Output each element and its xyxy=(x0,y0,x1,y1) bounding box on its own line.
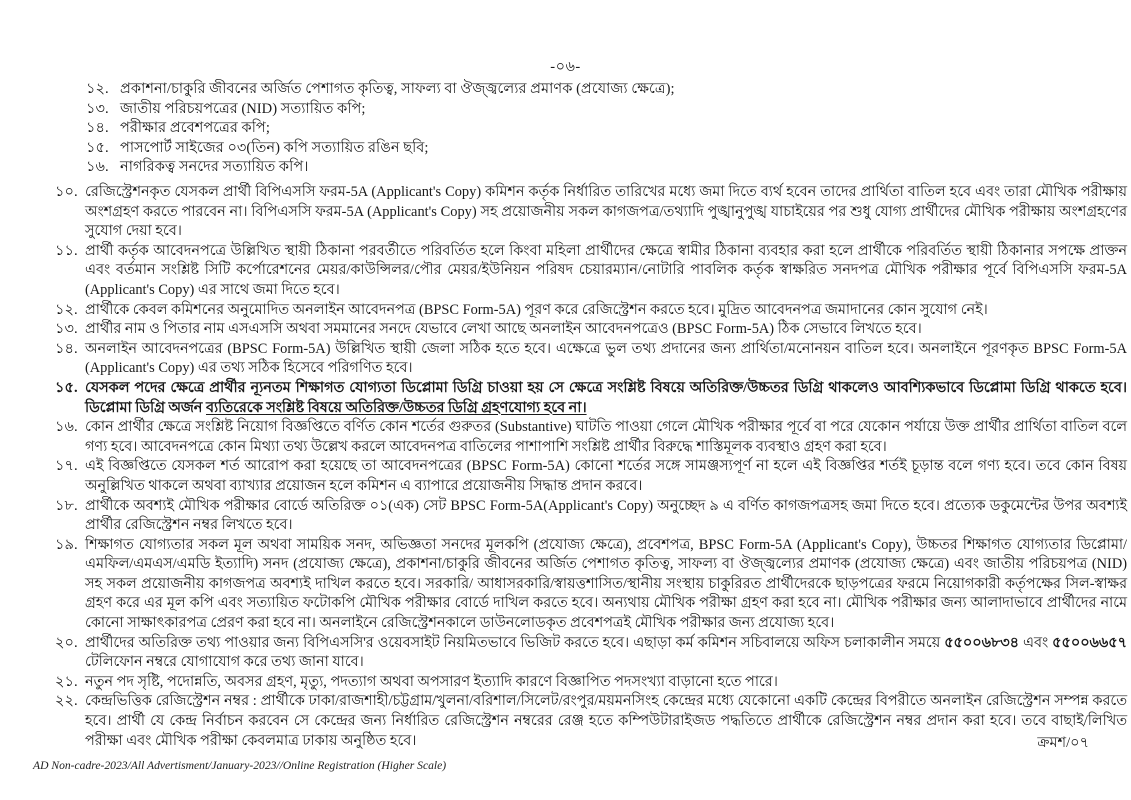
condition-item xyxy=(0,536,1131,634)
attachment-item-text: জাতীয় পরিচয়পত্রের (NID) সত্যায়িত কপি; xyxy=(120,100,366,117)
footer-reference: AD Non-cadre-2023/All Advertisment/January-2023//Online Registration (Higher Scale) xyxy=(33,759,447,772)
attachment-item-text: প্রকাশনা/চাকুরি জীবনের অর্জিত পেশাগত কৃতিত্ব, সাফল্য বা ঔজ্জ্বল্যের প্রমাণক (প্রযোজ্য ক্ষেত্রে); xyxy=(120,81,675,97)
telephone-number-secondary: ৫৫০০৬৬৫৭ xyxy=(1052,634,1127,651)
condition-item-text xyxy=(85,634,1127,673)
attachment-list-item xyxy=(0,139,1131,159)
condition-item-number: ১৩. xyxy=(55,321,78,338)
telephone-number-primary: ৫৫০০৬৮৩৪ xyxy=(944,634,1019,651)
condition-item xyxy=(0,457,1131,496)
condition-item xyxy=(0,301,1131,321)
condition-text-tail: টেলিফোন নম্বরে যোগাযোগ করে তথ্য জানা যাবে। xyxy=(85,654,364,671)
condition-item-text xyxy=(85,379,1127,418)
continuation-marker: ক্রমশ/০৭ xyxy=(1037,735,1089,751)
condition-item xyxy=(0,340,1131,379)
attachment-item-text: পরীক্ষার প্রবেশপত্রের কপি; xyxy=(120,120,270,136)
condition-item-number: ১৭. xyxy=(55,458,78,475)
attachment-item-number: ১৪. xyxy=(86,120,109,136)
condition-item xyxy=(0,692,1131,751)
condition-item-number: ১২. xyxy=(55,301,78,318)
condition-text-lead: যেসকল পদের ক্ষেত্রে প্রার্থীর ন্যূনতম শিক্ষাগত যোগ্যতা ডিপ্লোমা ডিগ্রি চাওয়া হয় সে ক্ষেত্রে সংশ্লিষ্ট বিষয়ে অতিরিক্ত/উচ্চতর ডিগ্রি থাকলেও আবশ্যিকভাবে ডিপ্লোমা ডিগ্রি থাকতে হবে। ডিপ্লোমা ডিগ্রি অর্জন xyxy=(85,379,1127,416)
condition-text-conjunction: এবং xyxy=(1018,634,1053,651)
attachment-list-item xyxy=(0,119,1131,139)
condition-item xyxy=(0,497,1131,536)
attachment-list-item xyxy=(0,100,1131,120)
condition-item-text: শিক্ষাগত যোগ্যতার সকল মূল অথবা সাময়িক সনদ, অভিজ্ঞতা সনদের মূলকপি (প্রযোজ্য ক্ষেত্রে), প্রবেশপত্র, BPSC Form-5A (Applicant's Copy), উচ্চতর শিক্ষাগত যোগ্যতার ডিপ্লোমা/এমফিল/এমএস/এমডি ইত্যাদি) সনদ (প্রযোজ্য ক্ষেত্রে), প্রকাশনা/চাকুরি জীবনের অর্জিত পেশাগত কৃতিত্ব, সাফল্য বা ঔজ্জ্বল্যের প্রমাণক (প্রযোজ্য ক্ষেত্রে) এবং জাতীয় পরিচয়পত্র (NID) সহ সকল প্রয়োজনীয় কাগজপত্র অবশ্যই দাখিল করতে হবে। সরকারি/ আধাসরকারি/স্বায়ত্তশাসিত/স্থানীয় সংস্থায় চাকুরিরত প্রার্থীদেরকে ছাড়পত্রের ফরমে নিয়োগকারী কর্তৃপক্ষের সিল-স্বাক্ষর গ্রহণ করে এর মূল কপি এবং সত্যায়িত ফটোকপি মৌখিক পরীক্ষার বোর্ডে দাখিল করতে হবে। অন্যথায় মৌখিক পরীক্ষা গ্রহণ করা হবে না। মৌখিক পরীক্ষার জন্য আলাদাভাবে প্রার্থীদের নামে কোনো সাক্ষাৎকারপত্র প্রেরণ করা হবে না। অনলাইনে রেজিস্ট্রেশনকালে ডাউনলোডকৃত প্রবেশপত্রই মৌখিক পরীক্ষার জন্য প্রযোজ্য হবে। xyxy=(85,536,1127,632)
conditions-numbered-list xyxy=(0,183,1131,751)
condition-item xyxy=(0,242,1131,301)
condition-item-number: ২২. xyxy=(55,693,78,710)
attachment-item-number: ১২. xyxy=(86,81,109,97)
condition-item-number: ১০. xyxy=(55,184,78,200)
attachment-item-number: ১৫. xyxy=(86,139,109,156)
condition-text-underlined: ব্যতিরেকে সংশ্লিষ্ট বিষয়ে অতিরিক্ত/উচ্চতর ডিগ্রি গ্রহণযোগ্য হবে না। xyxy=(205,399,587,416)
condition-item xyxy=(0,418,1131,457)
page-number: -০৬- xyxy=(550,59,581,75)
condition-item-text: কেন্দ্রভিত্তিক রেজিস্ট্রেশন নম্বর : প্রার্থীকে ঢাকা/রাজশাহী/চট্টগ্রাম/খুলনা/বরিশাল/সিলেট/রংপুর/ময়মনসিংহ কেন্দ্রের মধ্যে যেকোনো একটি কেন্দ্রের বিপরীতে অনলাইন রেজিস্ট্রেশন সম্পন্ন করতে হবে। প্রার্থী যে কেন্দ্র নির্বাচন করবেন সে কেন্দ্রের জন্য নির্ধারিত রেজিস্ট্রেশন নম্বরের রেঞ্জ হতে কম্পিউটারাইজড পদ্ধতিতে প্রার্থীকে রেজিস্ট্রেশন নম্বর প্রদান করা হবে। তবে বাছাই/লিখিত পরীক্ষা এবং মৌখিক পরীক্ষা কেবলমাত্র ঢাকায় অনুষ্ঠিত হবে। xyxy=(85,693,1127,749)
condition-item-number: ১৫. xyxy=(55,379,78,396)
condition-item-number: ১৬. xyxy=(55,419,78,436)
condition-text-lead: প্রার্থীদের অতিরিক্ত তথ্য পাওয়ার জন্য বিপিএসসি'র ওয়েবসাইট নিয়মিতভাবে ভিজিট করতে হবে। এছাড়া কর্ম কমিশন সচিবালয়ে অফিস চলাকালীন সময়ে xyxy=(85,634,945,651)
condition-item-text: প্রার্থীকে কেবল কমিশনের অনুমোদিত অনলাইন আবেদনপত্র (BPSC Form-5A) পূরণ করে রেজিস্ট্রেশন করতে হবে। মুদ্রিত আবেদনপত্র জমাদানের কোন সুযোগ নেই। xyxy=(85,301,988,318)
condition-item-text: প্রার্থীর নাম ও পিতার নাম এসএসসি অথবা সমমানের সনদে যেভাবে লেখা আছে অনলাইন আবেদনপত্রেও (BPSC Form-5A) ঠিক সেভাবে লিখতে হবে। xyxy=(85,321,922,338)
condition-item-number: ২০. xyxy=(55,634,78,651)
condition-item-number: ১৮. xyxy=(55,497,78,514)
condition-item-text: রেজিস্ট্রেশনকৃত যেসকল প্রার্থী বিপিএসসি ফরম-5A (Applicant's Copy) কমিশন কর্তৃক নির্ধারিত তারিখের মধ্যে জমা দিতে ব্যর্থ হবেন তাদের প্রার্থিতা বাতিল হবে এবং তারা মৌখিক পরীক্ষায় অংশগ্রহণ করতে পারবেন না। বিপিএসসি ফরম-5A (Applicant's Copy) সহ প্রয়োজনীয় সকল কাগজপত্র/তথ্যাদি পুঙ্খানুপুঙ্খ যাচাইয়ের পর শুধু যোগ্য প্রার্থীদের মৌখিক পরীক্ষায় অংশগ্রহণের সুযোগ দেয়া হবে। xyxy=(85,184,1127,240)
condition-item xyxy=(0,183,1131,242)
condition-item-number: ১৪. xyxy=(55,340,78,357)
attachment-item-number: ১৩. xyxy=(86,100,109,117)
condition-item-text: অনলাইন আবেদনপত্রের (BPSC Form-5A) উল্লিখিত স্থায়ী জেলা সঠিক হতে হবে। এক্ষেত্রে ভুল তথ্য প্রদানের জন্য প্রার্থিতা/মনোনয়ন বাতিল হবে। অনলাইনে পূরণকৃত BPSC Form-5A (Applicant's Copy) এর তথ্য সঠিক হিসেবে পরিগণিত হবে। xyxy=(85,340,1127,377)
attachment-item-number: ১৬. xyxy=(86,159,109,175)
attachment-list-item xyxy=(0,80,1131,100)
attachment-list-item xyxy=(0,158,1131,178)
condition-item xyxy=(0,673,1131,693)
condition-item-text: নতুন পদ সৃষ্টি, পদোন্নতি, অবসর গ্রহণ, মৃত্যু, পদত্যাগ অথবা অপসারণ ইত্যাদি কারণে বিজ্ঞাপিত পদসংখ্যা বাড়ানো হতে পারে। xyxy=(85,673,778,690)
condition-item-number: ১১. xyxy=(55,242,78,259)
condition-item xyxy=(0,320,1131,340)
condition-item-text: কোন প্রার্থীর ক্ষেত্রে সংশ্লিষ্ট নিয়োগ বিজ্ঞপ্তিতে বর্ণিত কোন শর্তের গুরুতর (Substantive) ঘাটতি পাওয়া গেলে মৌখিক পরীক্ষার পূর্বে বা পরে যেকোন পর্যায়ে উক্ত প্রার্থীর প্রার্থিতা বাতিল বলে গণ্য হবে। আবেদনপত্রে কোন মিথ্যা তথ্য উল্লেখ করলে আবেদনপত্র বাতিলের পাশাপাশি সংশ্লিষ্ট প্রার্থীর বিরুদ্ধে শাস্তিমূলক ব্যবস্থাও গ্রহণ করা হবে। xyxy=(85,419,1127,455)
attachment-sub-list xyxy=(0,80,1131,178)
condition-item-number: ১৯. xyxy=(55,536,78,553)
condition-item xyxy=(0,634,1131,673)
condition-item-text: এই বিজ্ঞপ্তিতে যেসকল শর্ত আরোপ করা হয়েছে তা আবেদনপত্রের (BPSC Form-5A) কোনো শর্তের সঙ্গে সামঞ্জস্যপূর্ণ না হলে এই বিজ্ঞপ্তির শর্তই চূড়ান্ত বলে গণ্য হবে। তবে কোন বিষয় অনুল্লিখিত থাকলে অথবা ব্যাখ্যার প্রয়োজন হলে কমিশন এ ব্যাপারে প্রয়োজনীয় সিদ্ধান্ত প্রদান করবে। xyxy=(85,458,1127,494)
condition-item-text: প্রার্থীকে অবশ্যই মৌখিক পরীক্ষার বোর্ডে অতিরিক্ত ০১(এক) সেট BPSC Form-5A(Applicant's Copy) অনুচ্ছেদ ৯ এ বর্ণিত কাগজপত্রসহ জমা দিতে হবে। প্রত্যেক ডকুমেন্টের উপর অবশ্যই প্রার্থীর রেজিস্ট্রেশন নম্বর লিখতে হবে। xyxy=(85,497,1127,534)
attachment-item-text: নাগরিকত্ব সনদের সত্যায়িত কপি। xyxy=(120,159,309,175)
attachment-item-text: পাসপোর্ট সাইজের ০৩(তিন) কপি সত্যায়িত রঙিন ছবি; xyxy=(120,139,429,156)
condition-item-text: প্রার্থী কর্তৃক আবেদনপত্রে উল্লিখিত স্থায়ী ঠিকানা পরবর্তীতে পরিবর্তিত হলে কিংবা মহিলা প্রার্থীদের ক্ষেত্রে স্বামীর ঠিকানা ব্যবহার করা হলে প্রার্থীকে পরিবর্তিত স্থায়ী ঠিকানার সপক্ষে প্রাক্তন এবং বর্তমান সংশ্লিষ্ট সিটি কর্পোরেশনের মেয়র/কাউন্সিলর/পৌর মেয়র/ইউনিয়ন পরিষদ চেয়ারম্যান/নোটারি পাবলিক কর্তৃক স্বাক্ষরিত সনদপত্র মৌখিক পরীক্ষার পূর্বে বিপিএসসি ফরম-5A (Applicant's Copy) এর সাথে জমা দিতে হবে। xyxy=(85,242,1127,298)
condition-item-number: ২১. xyxy=(55,673,78,690)
condition-item xyxy=(0,379,1131,418)
